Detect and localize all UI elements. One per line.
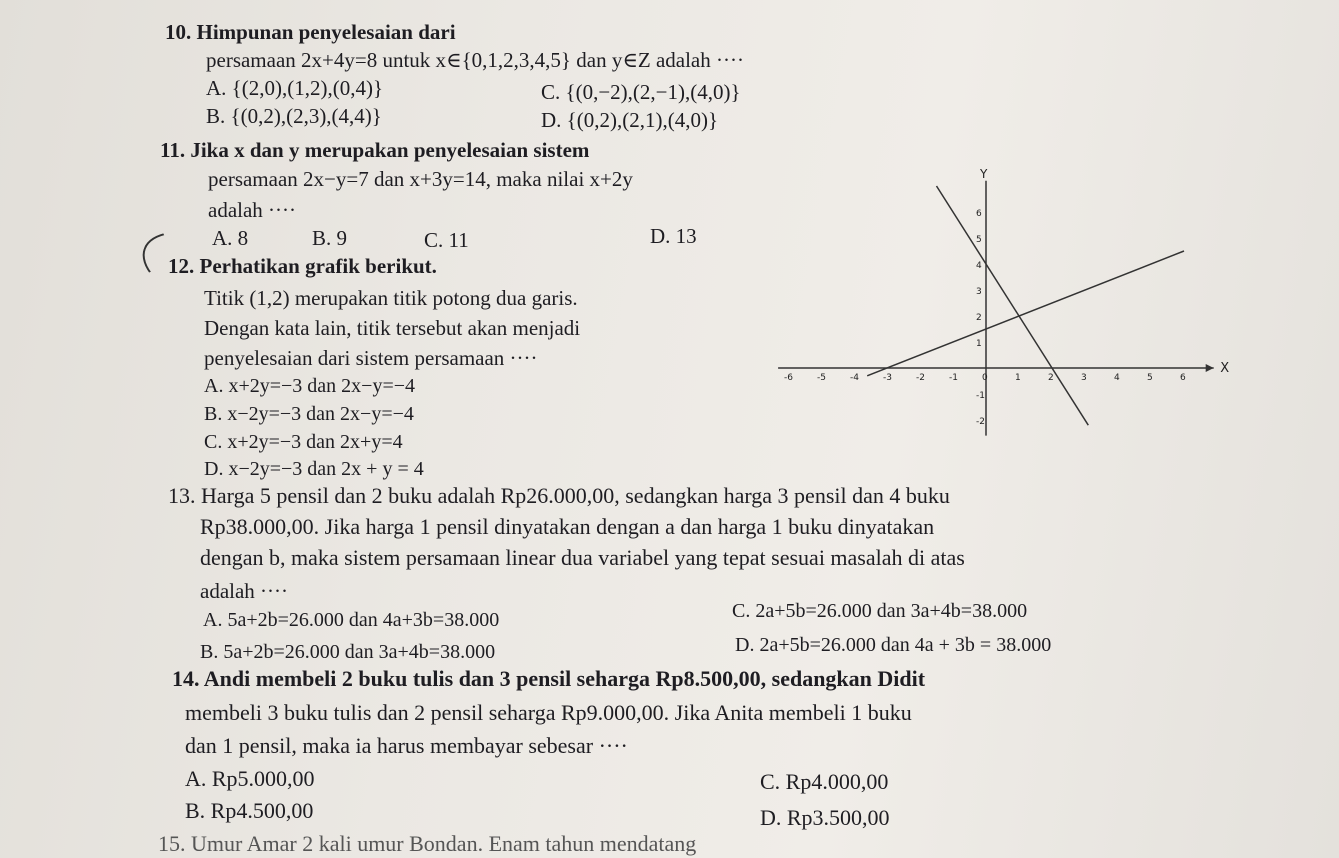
q12-option-a: A. x+2y=−3 dan 2x−y=−4	[204, 375, 415, 397]
x-tick-label: 3	[1081, 373, 1087, 383]
q11-title: 11. Jika x dan y merupakan penyelesaian sistem	[160, 138, 590, 162]
x-tick-label: 5	[1147, 373, 1153, 383]
line-2x-plus-y	[937, 186, 1089, 425]
q13-text-adalah: adalah ····	[200, 579, 289, 603]
q10-option-c: C. {(0,−2),(2,−1),(4,0)}	[541, 80, 741, 104]
q11-text-adalah: adalah ····	[208, 198, 297, 222]
x-tick-label: -1	[949, 373, 958, 383]
q12-text-1: Titik (1,2) merupakan titik potong dua garis.	[204, 286, 578, 310]
q11-option-d: D. 13	[650, 224, 697, 248]
x-tick-label: -4	[850, 373, 859, 383]
q13-option-d: D. 2a+5b=26.000 dan 4a + 3b = 38.000	[735, 634, 1052, 656]
q12-option-b: B. x−2y=−3 dan 2x−y=−4	[204, 403, 414, 425]
y-tick-label: 3	[976, 287, 982, 297]
q11-option-c: C. 11	[424, 228, 469, 252]
q14-option-b: B. Rp4.500,00	[185, 798, 314, 823]
q13-text-3: dengan b, maka sistem persamaan linear dua variabel yang tepat sesuai masalah di atas	[200, 545, 965, 570]
x-tick-label: -2	[916, 373, 925, 383]
q10-text: persamaan 2x+4y=8 untuk x∈{0,1,2,3,4,5} dan y∈Z adalah ····	[206, 48, 744, 72]
q12-option-d: D. x−2y=−3 dan 2x + y = 4	[204, 458, 424, 480]
q12-title: 12. Perhatikan grafik berikut.	[168, 254, 437, 278]
q14-option-c: C. Rp4.000,00	[760, 769, 889, 794]
y-tick-label: 1	[976, 339, 982, 349]
q14-option-a: A. Rp5.000,00	[185, 766, 315, 791]
y-axis-label: Y	[980, 167, 988, 182]
x-tick-label: 6	[1180, 373, 1186, 383]
q11-option-a: A. 8	[212, 226, 249, 250]
q11-option-b: B. 9	[312, 226, 348, 250]
q14-text-3: dan 1 pensil, maka ia harus membayar sebesar ····	[185, 733, 628, 758]
q12-option-c: C. x+2y=−3 dan 2x+y=4	[204, 431, 403, 453]
x-tick-label: 4	[1114, 373, 1120, 383]
coordinate-graph	[784, 140, 1240, 460]
y-tick-label: -1	[976, 391, 985, 401]
q14-text-2: membeli 3 buku tulis dan 2 pensil seharga Rp9.000,00. Jika Anita membeli 1 buku	[185, 700, 912, 725]
y-tick-label: 4	[976, 261, 982, 271]
x-tick-label: 1	[1015, 373, 1021, 383]
y-tick-label: 6	[976, 209, 982, 219]
x-tick-label: -5	[817, 373, 826, 383]
y-tick-label: 5	[976, 235, 982, 245]
q10-option-a: A. {(2,0),(1,2),(0,4)}	[206, 76, 384, 100]
q13-option-b: B. 5a+2b=26.000 dan 3a+4b=38.000	[200, 641, 496, 663]
q13-option-c: C. 2a+5b=26.000 dan 3a+4b=38.000	[732, 600, 1028, 622]
q13-text-2: Rp38.000,00. Jika harga 1 pensil dinyatakan dengan a dan harga 1 buku dinyatakan	[200, 514, 935, 539]
x-tick-label: 0	[982, 373, 988, 383]
q10-option-b: B. {(0,2),(2,3),(4,4)}	[206, 104, 382, 128]
line-x-minus-2y	[867, 251, 1184, 376]
q13-option-a: A. 5a+2b=26.000 dan 4a+3b=38.000	[203, 609, 500, 631]
q15-text-1: 15. Umur Amar 2 kali umur Bondan. Enam tahun mendatang	[158, 831, 697, 856]
q14-text-1: 14. Andi membeli 2 buku tulis dan 3 pensil seharga Rp8.500,00, sedangkan Didit	[172, 666, 926, 691]
x-tick-label: -6	[784, 373, 793, 383]
q13-text-1: 13. Harga 5 pensil dan 2 buku adalah Rp26.000,00, sedangkan harga 3 pensil dan 4 buku	[168, 483, 950, 508]
y-tick-label: -2	[976, 417, 985, 427]
q11-text: persamaan 2x−y=7 dan x+3y=14, maka nilai x+2y	[208, 167, 633, 191]
x-axis-label: X	[1220, 361, 1230, 376]
q12-text-2: Dengan kata lain, titik tersebut akan menjadi	[204, 316, 581, 340]
q10-option-d: D. {(0,2),(2,1),(4,0)}	[541, 108, 719, 132]
x-axis-arrow	[1206, 364, 1214, 372]
y-tick-label: 2	[976, 313, 982, 323]
x-tick-label: 2	[1048, 373, 1054, 383]
q14-option-d: D. Rp3.500,00	[760, 805, 890, 830]
x-tick-label: -3	[883, 373, 892, 383]
q10-title: 10. Himpunan penyelesaian dari	[165, 20, 456, 44]
q12-text-3: penyelesaian dari sistem persamaan ····	[204, 346, 538, 370]
